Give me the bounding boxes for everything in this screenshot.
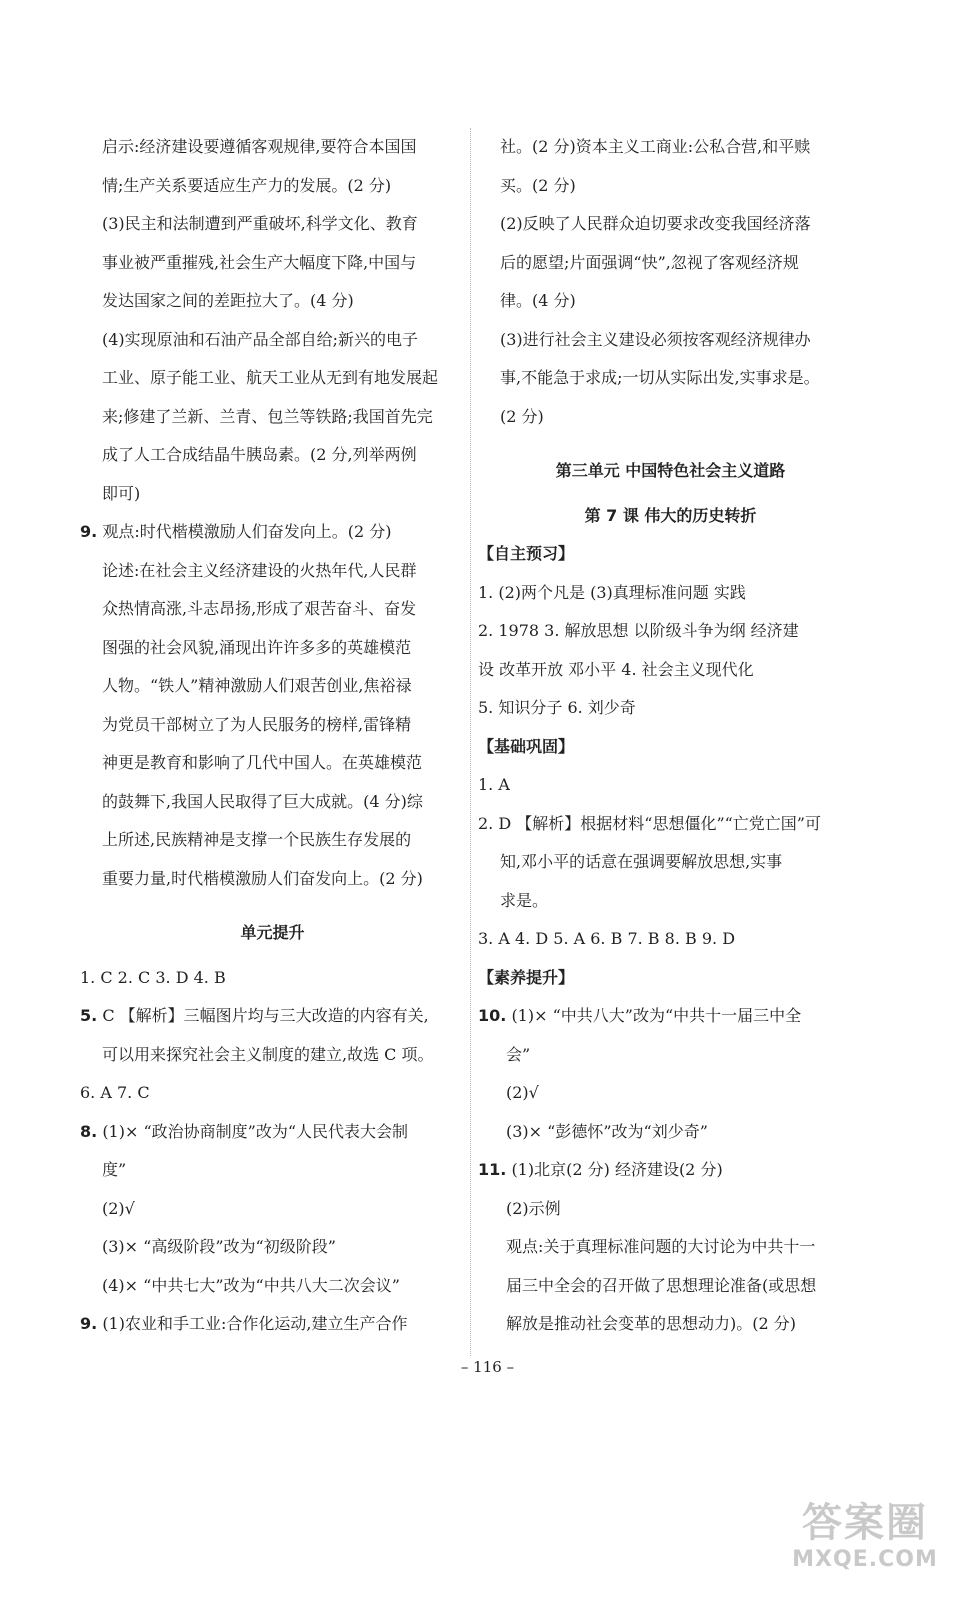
unit-title: 第三单元 中国特色社会主义道路 (555, 461, 786, 480)
question-number: 9. (80, 522, 98, 541)
answer-text: (1)北京(2 分) 经济建设(2 分) (511, 1160, 723, 1179)
text-line: 成了人工合成结晶牛胰岛素。(2 分,列举两例 (102, 445, 417, 464)
text-line: 买。(2 分) (500, 175, 576, 195)
answer-line: 5. 知识分子 6. 刘少奇 (478, 698, 636, 717)
text-line: 即可) (102, 483, 141, 503)
text-line: 重要力量,时代楷模激励人们奋发向上。(2 分) (102, 868, 423, 888)
answer-8 (80, 1113, 465, 1152)
text-line: 神更是教育和影响了几代中国人。在英雄模范 (102, 753, 423, 772)
text-line: 度” (102, 1160, 127, 1179)
text-line: (2)√ (102, 1198, 135, 1218)
text-line: 情;生产关系要适应生产力的发展。(2 分) (102, 175, 392, 195)
answer-line: 1. A (478, 775, 510, 794)
answer-9-unit (80, 1305, 465, 1344)
text-line: 的鼓舞下,我国人民取得了巨大成就。(4 分)综 (102, 791, 423, 811)
text-line: 解放是推动社会变革的思想动力)。(2 分) (506, 1314, 796, 1333)
question-number: 10. (478, 1006, 507, 1025)
text-line: 求是。 (500, 890, 549, 910)
watermark-logo: 答案圈 (802, 1500, 928, 1546)
page-number: – 116 – (460, 1358, 515, 1376)
text-line: 可以用来探究社会主义制度的建立,故选 C 项。 (102, 1044, 434, 1064)
answer-line: 1. (2)两个凡是 (3)真理标准问题 实践 (478, 582, 746, 602)
text-line: (3)× “彭德怀”改为“刘少奇” (506, 1121, 708, 1141)
section-heading-improvement: 【素养提升】 (478, 967, 575, 987)
question-number: 11. (478, 1160, 507, 1179)
section-title-unit-review: 单元提升 (240, 923, 305, 942)
section-heading-basics: 【基础巩固】 (478, 736, 575, 756)
section-heading-preview: 【自主预习】 (478, 544, 575, 563)
text-line: 人物。“铁人”精神激励人们艰苦创业,焦裕禄 (102, 676, 412, 695)
right-column (478, 128, 863, 1344)
text-line: 为党员干部树立了为人民服务的榜样,雷锋精 (102, 714, 412, 734)
question-number: 8. (80, 1121, 98, 1141)
text-line: 工业、原子能工业、航天工业从无到有地发展起 (102, 368, 439, 387)
lesson-title: 第 7 课 伟大的历史转折 (584, 505, 757, 525)
question-number: 9. (80, 1314, 98, 1333)
text-line: 知,邓小平的话意在强调要解放思想,实事 (500, 852, 783, 871)
text-line: 事,不能急于求成;一切从实际出发,实事求是。 (500, 368, 820, 387)
text-line: 来;修建了兰新、兰青、包兰等铁路;我国首先完 (102, 406, 433, 426)
text-line: 上所述,民族精神是支撑一个民族生存发展的 (102, 830, 412, 849)
watermark (775, 1500, 955, 1582)
left-column (80, 128, 465, 1344)
text-line: 观点:关于真理标准问题的大讨论为中共十一 (506, 1237, 816, 1256)
answer-text: (1)× “政治协商制度”改为“人民代表大会制 (102, 1121, 409, 1141)
text-line: (3)民主和法制遭到严重破坏,科学文化、教育 (102, 214, 418, 233)
text-line: 后的愿望;片面强调“快”,忽视了客观经济规 (500, 252, 799, 272)
text-line: (4)实现原油和石油产品全部自给;新兴的电子 (102, 329, 419, 349)
text-line: 众热情高涨,斗志昂扬,形成了艰苦奋斗、奋发 (102, 599, 417, 618)
text-line: 发达国家之间的差距拉大了。(4 分) (102, 291, 354, 310)
answer-5 (80, 997, 465, 1036)
text-line: (4)× “中共七大”改为“中共八大二次会议” (102, 1275, 400, 1295)
answer-line: 设 改革开放 邓小平 4. 社会主义现代化 (478, 659, 754, 679)
answer-text: (1)农业和手工业:合作化运动,建立生产合作 (102, 1314, 408, 1333)
answer-line: 2. D 【解析】根据材料“思想僵化”“亡党亡国”可 (478, 813, 821, 833)
text-line: (2)√ (506, 1083, 539, 1102)
text-line: 图强的社会风貌,涌现出许许多多的英雄模范 (102, 637, 412, 657)
text-line: 社。(2 分)资本主义工商业:公私合营,和平赎 (500, 137, 811, 156)
text-line: 论述:在社会主义经济建设的火热年代,人民群 (102, 560, 417, 580)
answer-line: 3. A 4. D 5. A 6. B 7. B 8. B 9. D (478, 929, 736, 948)
text-line: (2)反映了人民群众迫切要求改变我国经济落 (500, 214, 811, 233)
answer-line: 6. A 7. C (80, 1083, 150, 1102)
text-line: 届三中全会的召开做了思想理论准备(或思想 (506, 1275, 817, 1295)
watermark-url: MXQE.COM (792, 1547, 938, 1572)
answer-text: 观点:时代楷模激励人们奋发向上。(2 分) (102, 522, 392, 541)
text-line: (3)× “高级阶段”改为“初级阶段” (102, 1237, 336, 1256)
text-line: (3)进行社会主义建设必须按客观经济规律办 (500, 329, 811, 349)
answer-text: C 【解析】三幅图片均与三大改造的内容有关, (102, 1006, 429, 1025)
text-line: 律。(4 分) (500, 291, 576, 310)
answer-9 (80, 513, 465, 552)
answer-10 (478, 997, 863, 1036)
answer-line: 2. 1978 3. 解放思想 以阶级斗争为纲 经济建 (478, 621, 799, 640)
answer-11 (478, 1151, 863, 1190)
question-number: 5. (80, 1006, 98, 1025)
column-divider (470, 128, 472, 1356)
text-line: 事业被严重摧残,社会生产大幅度下降,中国与 (102, 252, 417, 272)
text-line: 启示:经济建设要遵循客观规律,要符合本国国 (102, 137, 417, 156)
text-line: (2 分) (500, 406, 544, 426)
text-line: (2)示例 (506, 1198, 561, 1218)
answer-line: 1. C 2. C 3. D 4. B (80, 967, 226, 987)
text-line: 会” (506, 1044, 531, 1064)
answer-text: (1)× “中共八大”改为“中共十一届三中全 (511, 1006, 802, 1025)
